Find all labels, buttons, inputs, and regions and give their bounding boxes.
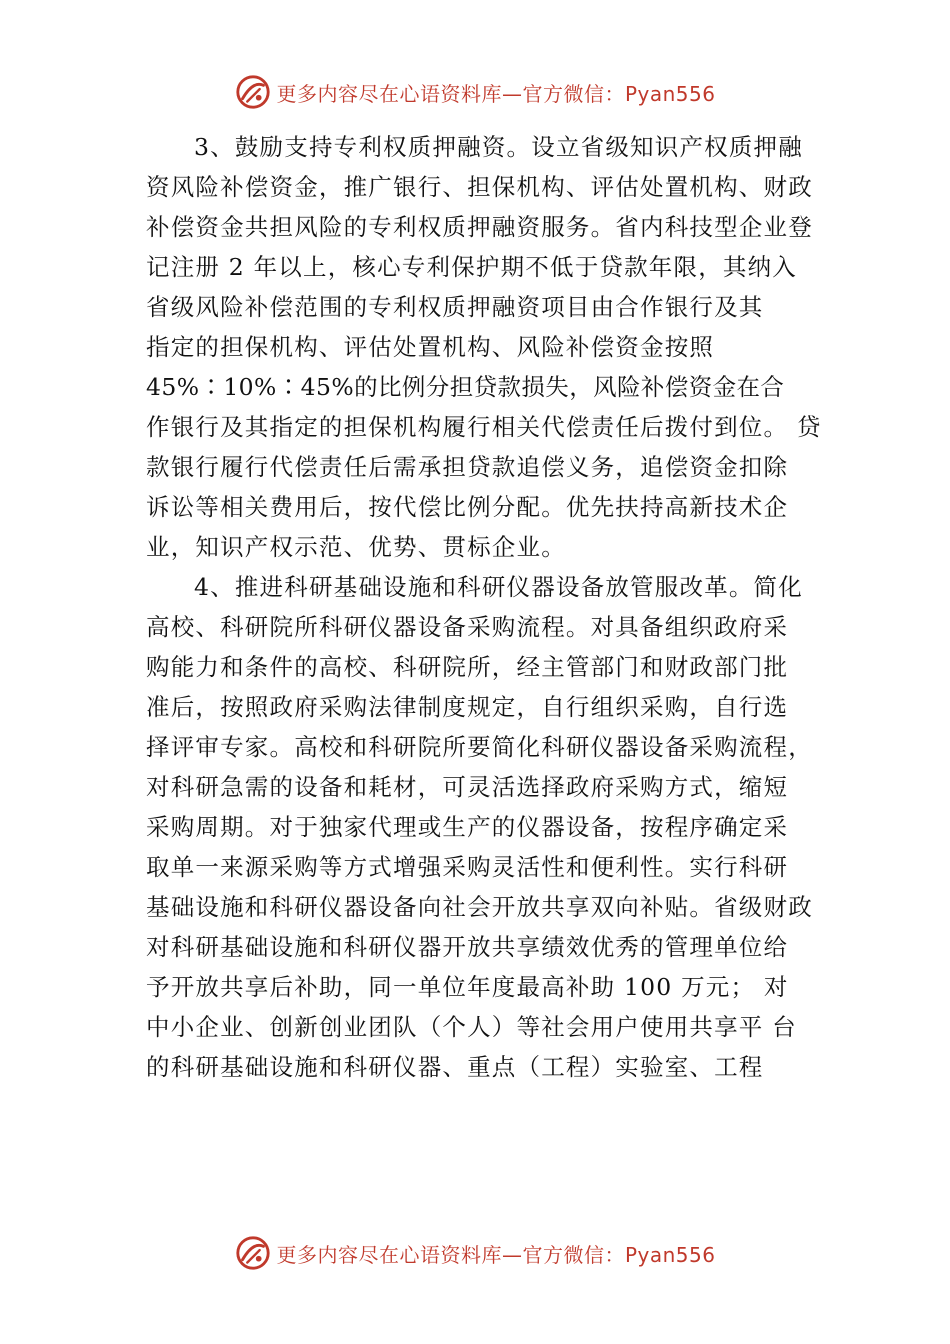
paragraph-3-line-9: 款银行履行代偿责任后需承担贷款追偿义务，追偿资金扣除 (146, 453, 789, 481)
paragraph-4-line-7: 采购周期。对于独家代理或生产的仪器设备，按程序确定采 (146, 813, 789, 841)
header-banner-text: 更多内容尽在心语资料库—官方微信：Pyan556 (276, 81, 716, 106)
paragraph-4-line-5: 择评审专家。高校和科研院所要简化科研仪器设备采购流程， (146, 733, 813, 761)
footer-banner (0, 1233, 950, 1273)
paragraph-3-line-3: 补偿资金共担风险的专利权质押融资服务。省内科技型企业登 (146, 213, 813, 241)
paragraph-4-line-6: 对科研急需的设备和耗材，可灵活选择政府采购方式，缩短 (146, 773, 789, 801)
paragraph-4-line-2: 高校、科研院所科研仪器设备采购流程。对具备组织政府采 (146, 613, 789, 641)
paragraph-3-line-8: 作银行及其指定的担保机构履行相关代偿责任后拨付到位。 贷 (146, 413, 822, 441)
paragraph-3-line-5: 省级风险补偿范围的专利权质押融资项目由合作银行及其 (146, 293, 764, 321)
paragraph-4-line-12: 中小企业、创新创业团队（个人）等社会用户使用共享平 台 (146, 1013, 797, 1041)
paragraph-3-line-11: 业，知识产权示范、优势、贯标企业。 (146, 533, 566, 561)
paragraph-3-line-6: 指定的担保机构、评估处置机构、风险补偿资金按照 (146, 333, 715, 361)
paragraph-4-line-8: 取单一来源采购等方式增强采购灵活性和便利性。实行科研 (146, 853, 789, 881)
logo-icon (234, 73, 272, 111)
document-body (146, 127, 836, 1087)
paragraph-3-line-7: 45%∶10%∶45%的比例分担贷款损失，风险补偿资金在合 (146, 373, 785, 401)
paragraph-3-line-10: 诉讼等相关费用后，按代偿比例分配。优先扶持高新技术企 (146, 493, 789, 521)
footer-banner-text: 更多内容尽在心语资料库—官方微信：Pyan556 (276, 1242, 716, 1267)
paragraph-3-line-1: 3、鼓励支持专利权质押融资。设立省级知识产权质押融 (194, 133, 803, 161)
paragraph-4-line-9: 基础设施和科研仪器设备向社会开放共享双向补贴。省级财政 (146, 893, 813, 921)
paragraph-4-line-11: 予开放共享后补助，同一单位年度最高补助 100 万元； 对 (146, 973, 789, 1001)
header-banner (0, 72, 950, 112)
paragraph-4-line-13: 的科研基础设施和科研仪器、重点（工程）实验室、工程 (146, 1053, 764, 1081)
paragraph-3-line-4: 记注册 2 年以上，核心专利保护期不低于贷款年限，其纳入 (146, 253, 797, 281)
logo-icon (234, 1234, 272, 1272)
paragraph-4-line-4: 准后，按照政府采购法律制度规定，自行组织采购，自行选 (146, 693, 789, 721)
paragraph-3-line-2: 资风险补偿资金，推广银行、担保机构、评估处置机构、财政 (146, 173, 813, 201)
paragraph-4-line-10: 对科研基础设施和科研仪器开放共享绩效优秀的管理单位给 (146, 933, 789, 961)
paragraph-4-line-3: 购能力和条件的高校、科研院所，经主管部门和财政部门批 (146, 653, 789, 681)
paragraph-4-line-1: 4、推进科研基础设施和科研仪器设备放管服改革。简化 (194, 573, 803, 601)
